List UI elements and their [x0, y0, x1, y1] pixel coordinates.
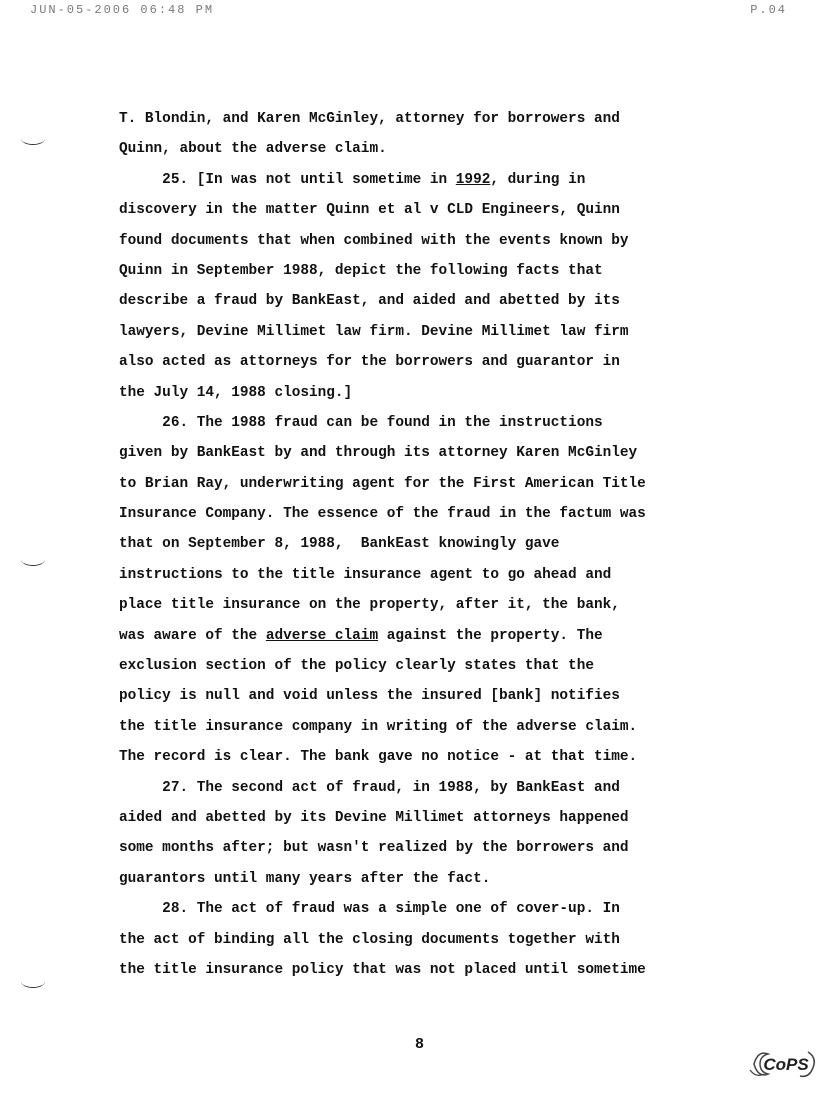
text-line — [119, 560, 719, 590]
text-line — [119, 286, 719, 316]
text-line — [119, 651, 719, 681]
line-text: also acted as attorneys for the borrowers and guarantor in — [119, 354, 620, 371]
line-text: 26. The 1988 fraud can be found in the instructions — [119, 414, 603, 431]
fax-header-date: JUN-05-2006 06:48 PM — [30, 3, 215, 17]
line-text: 25. [In was not until sometime in — [119, 171, 456, 188]
line-text: policy is null and void unless the insured [bank] notifies — [119, 688, 620, 705]
text-line — [119, 803, 719, 833]
text-line — [119, 256, 719, 286]
text-line — [119, 742, 719, 772]
text-line — [119, 773, 719, 803]
text-line — [119, 347, 719, 377]
line-text: found documents that when combined with the events known by — [119, 232, 629, 249]
line-text: given by BankEast by and through its attorney Karen McGinley — [119, 445, 638, 462]
fax-header-page: P.04 — [750, 3, 787, 17]
line-text: Quinn in September 1988, depict the following facts that — [119, 262, 603, 279]
line-text: 27. The second act of fraud, in 1988, by BankEast and — [119, 779, 620, 796]
line-text: T. Blondin, and Karen McGinley, attorney for borrowers and — [119, 111, 620, 127]
body-text — [119, 104, 719, 985]
page-number: 8 — [414, 1036, 424, 1053]
line-text: 28. The act of fraud was a simple one of cover-up. In — [119, 901, 620, 918]
text-line — [119, 681, 719, 711]
line-text: the July 14, 1988 closing.] — [119, 384, 353, 401]
line-text: lawyers, Devine Millimet law firm. Devine Millimet law firm — [119, 323, 629, 340]
text-line — [119, 833, 719, 863]
text-line — [119, 134, 719, 164]
line-text: exclusion section of the policy clearly states that the — [119, 658, 594, 675]
text-line — [119, 408, 719, 438]
line-text: place title insurance on the property, after it, the bank, — [119, 597, 620, 614]
text-line — [119, 438, 719, 468]
text-line — [119, 864, 719, 894]
text-line — [119, 712, 719, 742]
text-line — [119, 226, 719, 256]
text-line — [119, 621, 719, 651]
text-line — [119, 104, 719, 134]
line-text: the title insurance company in writing of the adverse claim. — [119, 718, 638, 735]
line-text: discovery in the matter Quinn et al v CLD Engineers, Quinn — [119, 202, 620, 219]
text-line — [119, 195, 719, 225]
text-line — [119, 469, 719, 499]
line-text: that on September 8, 1988, BankEast knowingly gave — [119, 536, 560, 553]
punch-hole-mark — [21, 975, 45, 988]
line-text: the title insurance policy that was not placed until sometime — [119, 961, 646, 978]
line-text: guarantors until many years after the fact. — [119, 870, 491, 887]
underlined-text: 1992 — [455, 171, 491, 188]
line-text: against the property. The — [378, 627, 603, 644]
line-text: aided and abetted by its Devine Millimet attorneys happened — [119, 809, 629, 826]
line-text: describe a fraud by BankEast, and aided and abetted by its — [119, 293, 620, 310]
text-line — [119, 317, 719, 347]
underlined-text: adverse claim — [265, 627, 379, 644]
text-line — [119, 529, 719, 559]
text-line — [119, 894, 719, 924]
text-line — [119, 378, 719, 408]
line-text: Insurance Company. The essence of the fraud in the factum was — [119, 506, 646, 523]
line-text: some months after; but wasn't realized by the borrowers and — [119, 840, 629, 857]
cops-logo — [746, 1044, 824, 1084]
line-text: , during in — [490, 171, 586, 188]
text-line — [119, 590, 719, 620]
logo-text: CoPS — [763, 1055, 809, 1074]
line-text: to Brian Ray, underwriting agent for the First American Title — [119, 475, 646, 492]
line-text: instructions to the title insurance agent to go ahead and — [119, 566, 612, 583]
punch-hole-mark — [21, 132, 45, 145]
text-line — [119, 925, 719, 955]
punch-hole-mark — [21, 553, 45, 566]
line-text: Quinn, about the adverse claim. — [119, 141, 387, 158]
line-text: the act of binding all the closing documents together with — [119, 931, 620, 948]
line-text: The record is clear. The bank gave no notice - at that time. — [119, 749, 638, 766]
text-line — [119, 499, 719, 529]
line-text: was aware of the — [119, 627, 266, 644]
text-line — [119, 165, 719, 195]
text-line — [119, 955, 719, 985]
